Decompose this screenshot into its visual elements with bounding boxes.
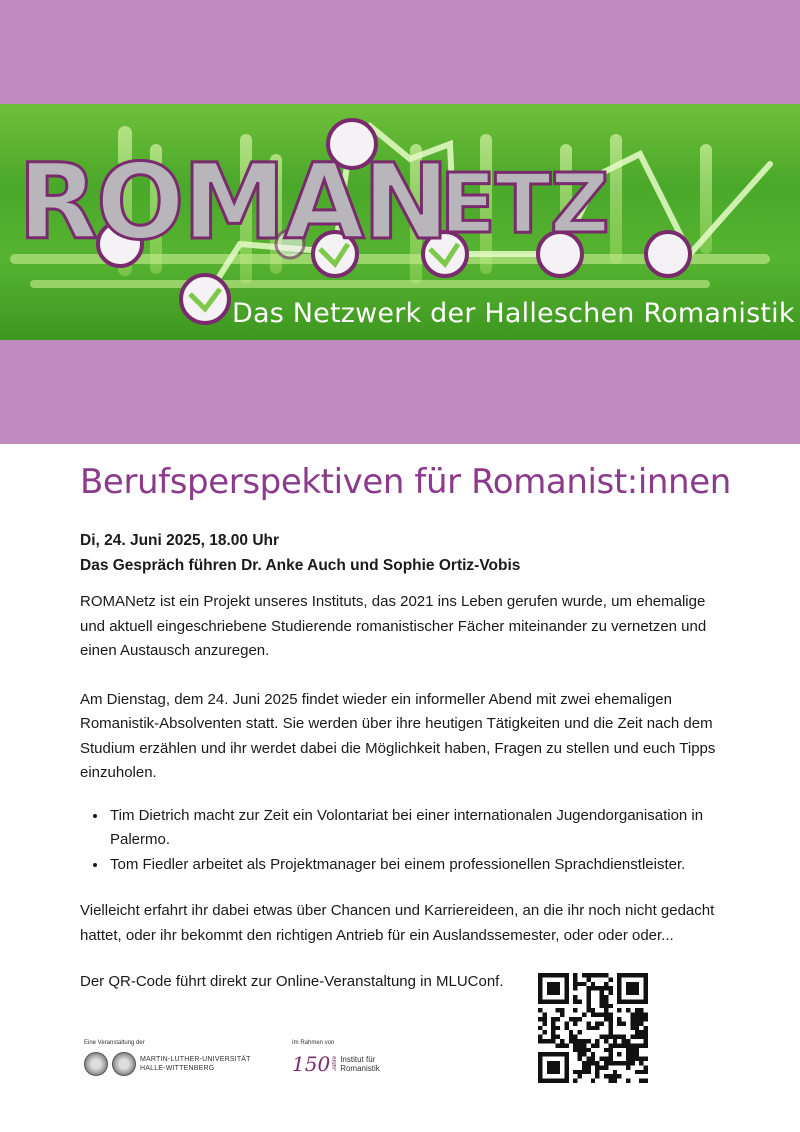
logo-text-roman: ROMAN <box>18 141 448 263</box>
institute-line1: Institut für <box>340 1055 376 1064</box>
list-item: • Tom Fiedler arbeitet als Projektmanager bei einem professionellen Sprachdienstleister. <box>108 853 730 878</box>
mlu-logo <box>84 1040 251 1076</box>
institute-line2: Romanistik <box>340 1064 380 1073</box>
bottom-color-band <box>0 340 800 444</box>
qr-code-icon[interactable] <box>538 973 648 1083</box>
romanetz-banner <box>0 104 800 340</box>
top-color-band <box>0 0 800 104</box>
page-title: Berufsperspektiven für Romanist:innen <box>80 462 731 502</box>
intro-paragraph: ROMANetz ist ein Projekt unseres Instituts, das 2021 ins Leben gerufen wurde, um ehemalige und aktuell eingeschriebene Studierende romanistischer Fächer miteinander zu vernetzen und einen Austausch anzuregen. <box>80 593 707 659</box>
closing-paragraph: Vielleicht erfahrt ihr dabei etwas über Chancen und Karriereideen, an die ihr noch nicht gedacht hattet, oder ihr bekommt den richtigen Antrieb für ein Auslandssemester, oder oder oder... <box>80 902 715 944</box>
network-node <box>181 275 229 323</box>
speaker-list <box>80 804 730 878</box>
romanetz-logo <box>18 141 608 263</box>
qr-note: Der QR-Code führt direkt zur Online-Veranstaltung in MLUConf. <box>80 973 504 990</box>
university-seal-icon <box>84 1052 108 1076</box>
university-name-line2: HALLE-WITTENBERG <box>140 1065 215 1072</box>
organizer-caption: Eine Veranstaltung der <box>84 1040 145 1046</box>
event-hosts: Das Gespräch führen Dr. Anke Auch und Sophie Ortiz-Vobis <box>80 557 521 574</box>
banner-subtitle: Das Netzwerk der Halleschen Romanistik <box>232 298 795 329</box>
main-content <box>80 462 730 995</box>
list-item: • Tim Dietrich macht zur Zeit ein Volontariat bei einer internationalen Jugendorganisation in Palermo. <box>108 804 730 853</box>
university-seal-icon <box>112 1052 136 1076</box>
anniversary-jahre: Jahre <box>332 1056 339 1072</box>
event-date: Di, 24. Juni 2025, 18.00 Uhr <box>80 532 280 549</box>
anniversary-number: 150 <box>292 1052 331 1076</box>
university-name-line1: MARTIN-LUTHER-UNIVERSITÄT <box>140 1056 251 1063</box>
event-paragraph: Am Dienstag, dem 24. Juni 2025 findet wieder ein informeller Abend mit zwei ehemaligen Romanistik-Absolventen statt. Sie werden über ihre heutigen Tätigkeiten und die Zeit nach dem Studium erzählen und ihr werdet dabei die Möglichkeit haben, Fragen zu stellen und euch Tipps einzuholen. <box>80 690 716 781</box>
anniversary-caption: Im Rahmen von <box>292 1040 335 1046</box>
logo-text-etz: ETZ <box>440 157 609 252</box>
anniversary-logo <box>292 1040 380 1076</box>
network-node <box>646 232 690 276</box>
